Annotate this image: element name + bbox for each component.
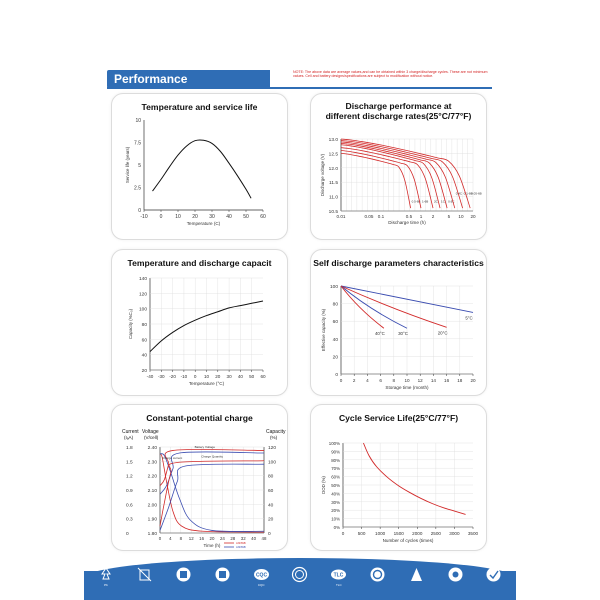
y-tick-label: 80	[332, 302, 338, 308]
x-tick-label: -40	[146, 374, 154, 379]
x-tick-label: 32	[240, 536, 246, 541]
x-tick-label: -30	[157, 374, 165, 379]
y-tick-label: 0	[335, 373, 338, 378]
x-tick-label: 0.5	[405, 214, 413, 219]
panel-title: Temperature and discharge capacit	[127, 258, 272, 268]
svg-text:TLC: TLC	[333, 572, 344, 579]
x-tick-label: 10	[458, 214, 464, 219]
y-tick-label: 60%	[331, 474, 340, 480]
header-rule	[107, 87, 492, 89]
panel-temperature-capacity	[111, 249, 288, 396]
x-tick-label: 20	[215, 374, 221, 379]
x-tick-label: 0	[159, 214, 163, 220]
x-tick-label: 4	[366, 378, 369, 383]
curve-label: 1-6B	[421, 199, 429, 204]
y-tick-label: 10.5	[328, 210, 338, 215]
x-tick-label: 3000	[449, 531, 460, 536]
y-tick-label: 11.0	[329, 195, 338, 201]
x-tick-label: 20	[192, 214, 198, 220]
svg-text:CQC: CQC	[255, 572, 267, 579]
x-tick-label: 16	[444, 378, 450, 383]
panel-self-discharge	[310, 249, 487, 396]
x-axis-label: Discharge time (h)	[388, 220, 426, 225]
service-life-line	[153, 140, 252, 198]
x-tick-label: 0.01	[336, 214, 346, 219]
y-tick-label: 60	[332, 320, 338, 326]
voltage-unit: (V/cell)	[144, 435, 159, 440]
x-axis-label: Number of cycles (times)	[382, 538, 434, 543]
y-tick-label: 20	[332, 355, 338, 361]
y-tick-label: 20	[141, 369, 147, 374]
capacity-tick-label: 120	[268, 446, 277, 451]
x-tick-label: 40	[237, 374, 243, 379]
header-note: NOTE: The above data are average values,and can be obtained within 3 charge/discharge cycles. These are not minimum values. Cell and battery designs/specifications are subject to modification without notice.	[293, 70, 488, 79]
series-label: 20°C	[437, 330, 448, 336]
x-tick-label: 12	[188, 536, 194, 541]
voltage-tick-label: 2.40	[147, 446, 157, 451]
self-discharge-line	[341, 286, 384, 328]
y-tick-label: 10	[135, 118, 141, 124]
x-tick-label: 4	[169, 536, 172, 541]
x-tick-label: 500	[357, 531, 366, 536]
x-tick-label: -20	[169, 374, 176, 379]
discharge-chart	[311, 94, 488, 241]
x-tick-label: 2000	[412, 531, 423, 536]
x-tick-label: 2500	[430, 531, 441, 536]
capacity-tick-label: 40	[268, 503, 274, 509]
x-tick-label: 10	[203, 374, 210, 379]
voltage-legend: Voltage	[142, 429, 159, 435]
y-tick-label: 20%	[331, 508, 340, 514]
y-tick-label: 90%	[331, 449, 340, 455]
y-tick-label: 30%	[331, 499, 340, 505]
section-title: Performance	[107, 70, 270, 88]
x-axis-label: Temperature (°C)	[188, 381, 225, 386]
capacity-unit: (%)	[270, 435, 278, 440]
current-tick-label: 0.9	[126, 489, 133, 494]
y-tick-label: 140	[138, 277, 147, 282]
iso-icon	[289, 566, 311, 592]
y-tick-label: 12.0	[328, 166, 338, 172]
x-tick-label: 8	[392, 378, 396, 383]
x-tick-label: 20	[470, 378, 476, 383]
quality-seal-icon-2	[211, 566, 233, 592]
y-axis-label: Effective capacity (%)	[321, 308, 326, 352]
y-tick-label: 70%	[331, 466, 340, 472]
panel-title: Constant-potential charge	[146, 413, 253, 423]
icon-caption: TLC	[335, 583, 342, 587]
x-tick-label: 20	[470, 214, 476, 219]
capacity-tick-label: 80	[268, 474, 274, 480]
y-tick-label: 80	[141, 323, 147, 328]
x-tick-label: 2	[431, 214, 435, 219]
x-tick-label: 20	[209, 536, 215, 541]
curve-label: 0.1-6B	[463, 191, 473, 196]
x-axis-label: Time (h)	[203, 543, 221, 548]
y-tick-label: 5	[138, 163, 141, 169]
x-tick-label: -10	[180, 374, 188, 379]
x-tick-label: 0	[339, 378, 343, 383]
voltage-tick-label: 1.90	[147, 517, 157, 523]
cert-icon	[483, 566, 505, 592]
y-tick-label: 120	[138, 292, 147, 298]
y-tick-label: 13.0	[328, 138, 338, 143]
icon-caption: CQC	[257, 583, 265, 587]
x-tick-label: 60	[260, 374, 266, 379]
x-tick-label: 3500	[467, 531, 479, 536]
annotation: Battery Voltage	[194, 444, 216, 449]
x-tick-label: 1500	[393, 531, 404, 536]
temperature-life-chart	[112, 94, 289, 241]
y-tick-label: 60	[141, 338, 147, 344]
x-axis-label: Storage time (month)	[385, 385, 429, 390]
x-tick-label: 0	[341, 531, 345, 536]
current-tick-label: 0.3	[126, 517, 133, 523]
constant-potential-chart	[112, 405, 289, 552]
x-tick-label: 10	[404, 378, 410, 383]
y-tick-label: 100	[138, 307, 147, 313]
panel-cycle-service-life	[310, 404, 487, 551]
no-trash-icon	[134, 566, 156, 592]
sgs-icon	[444, 566, 466, 592]
y-axis-label: Capacity (%C₀)	[128, 308, 133, 340]
y-tick-label: 100	[329, 285, 338, 290]
y-axis-label: DOD (%)	[321, 476, 326, 494]
y-tick-label: 100%	[328, 441, 340, 446]
x-tick-label: 40	[251, 536, 257, 541]
x-tick-label: 30	[209, 214, 215, 220]
capacity-tick-label: 60	[268, 489, 274, 494]
y-tick-label: 40	[141, 353, 147, 359]
curve-label: 2C	[434, 199, 438, 204]
y-tick-label: 50%	[331, 483, 340, 488]
series-label: 40°C	[374, 331, 385, 337]
y-tick-label: 40%	[331, 491, 340, 497]
y-axis-label: Service life (years)	[125, 146, 130, 184]
x-tick-label: 0	[158, 536, 162, 541]
x-tick-label: 2	[352, 378, 356, 383]
x-tick-label: 0.05	[364, 214, 374, 219]
x-tick-label: 1000	[375, 531, 386, 536]
cqc-icon	[250, 566, 272, 592]
current-tick-label: 1.8	[126, 446, 133, 451]
current-unit: (IₐA)	[124, 435, 134, 440]
panel-temperature-service-life	[111, 93, 288, 240]
y-axis-label: Discharge voltage (V)	[320, 153, 325, 197]
current-tick-label: 0.6	[126, 503, 133, 509]
curve-label: 0.05-6B	[471, 191, 482, 196]
quality-seal-icon	[173, 566, 195, 592]
current-tick-label: 1.5	[126, 460, 133, 466]
current-legend: Current	[122, 429, 139, 435]
series-label: 5°C	[465, 315, 473, 321]
current-tick-label: 0	[126, 532, 129, 537]
panel-constant-potential-charge	[111, 404, 288, 551]
curve-label: 1C	[441, 199, 445, 204]
x-tick-label: 16	[199, 536, 205, 541]
cycle-life-line	[363, 443, 465, 514]
y-tick-label: 12.5	[328, 152, 338, 158]
y-tick-label: 40	[332, 337, 338, 343]
curve-label: 0.5-6B	[411, 199, 421, 204]
x-tick-label: 0	[193, 374, 197, 379]
x-tick-label: 8	[179, 536, 183, 541]
x-tick-label: 60	[260, 214, 266, 220]
x-tick-label: 30	[226, 374, 232, 379]
eco-icon	[405, 566, 427, 592]
cycle-life-chart	[311, 405, 488, 552]
x-tick-label: 24	[219, 536, 225, 541]
annotation: Charge Quantity	[201, 454, 224, 459]
y-tick-label: 2.5	[134, 185, 141, 192]
curve-label: 0.6C	[448, 199, 455, 204]
x-tick-label: 5	[447, 214, 451, 219]
x-tick-label: 48	[261, 536, 267, 541]
ccc-icon	[367, 566, 389, 592]
x-tick-label: 6	[379, 378, 382, 383]
recycle-icon	[95, 566, 117, 592]
capacity-legend: Capacity	[266, 429, 286, 435]
panel-title: Cycle Service Life(25°C/77°F)	[338, 413, 459, 423]
x-tick-label: -10	[140, 214, 148, 220]
x-tick-label: 18	[457, 378, 463, 383]
y-tick-label: 7.5	[134, 140, 141, 147]
x-tick-label: 50	[249, 374, 255, 379]
panel-title-line2: different discharge rates(25°C/77°F)	[325, 111, 472, 121]
voltage-tick-label: 2.00	[147, 503, 157, 509]
x-tick-label: 1	[419, 214, 423, 219]
certification-icons	[95, 564, 505, 594]
self-discharge-chart	[311, 250, 488, 397]
capacity-tick-label: 0	[268, 532, 271, 537]
x-tick-label: 14	[430, 378, 436, 383]
legend-text-red: ANNWB	[236, 542, 246, 545]
capacity-tick-label: 100	[268, 460, 277, 466]
y-tick-label: 10%	[331, 516, 340, 522]
legend-text-blue: ANNWB	[236, 546, 246, 549]
series-label: 30°C	[398, 331, 408, 337]
icon-caption: Pb	[104, 583, 108, 587]
voltage-tick-label: 1.80	[147, 532, 157, 537]
x-tick-label: 50	[243, 214, 249, 220]
section-header	[107, 70, 492, 88]
voltage-tick-label: 2.20	[147, 474, 157, 480]
x-tick-label: 0.1	[377, 214, 385, 219]
capacity-tick-label: 20	[268, 517, 274, 523]
y-tick-label: 0	[138, 208, 141, 214]
voltage-tick-label: 2.10	[147, 489, 157, 494]
panel-title: Self discharge parameters characteristics	[313, 258, 484, 268]
panel-title: Discharge performance at	[345, 101, 452, 111]
temperature-capacity-chart	[112, 250, 289, 397]
x-tick-label: 12	[417, 378, 423, 383]
tlc-icon	[328, 566, 350, 592]
y-tick-label: 80%	[331, 457, 340, 463]
curve-label: 0.4C	[455, 191, 463, 196]
voltage-tick-label: 2.30	[147, 460, 157, 466]
current-tick-label: 1.2	[126, 474, 133, 480]
annotation: Charge current	[162, 456, 183, 461]
y-tick-label: 11.5	[329, 181, 338, 187]
panel-title: Temperature and service life	[141, 102, 258, 112]
x-axis-label: Temperature (C)	[186, 221, 221, 226]
panel-discharge-performance	[310, 93, 487, 240]
y-tick-label: 0%	[333, 525, 340, 530]
x-tick-label: 10	[175, 214, 181, 220]
x-tick-label: 40	[226, 214, 232, 220]
x-tick-label: 28	[230, 536, 236, 541]
